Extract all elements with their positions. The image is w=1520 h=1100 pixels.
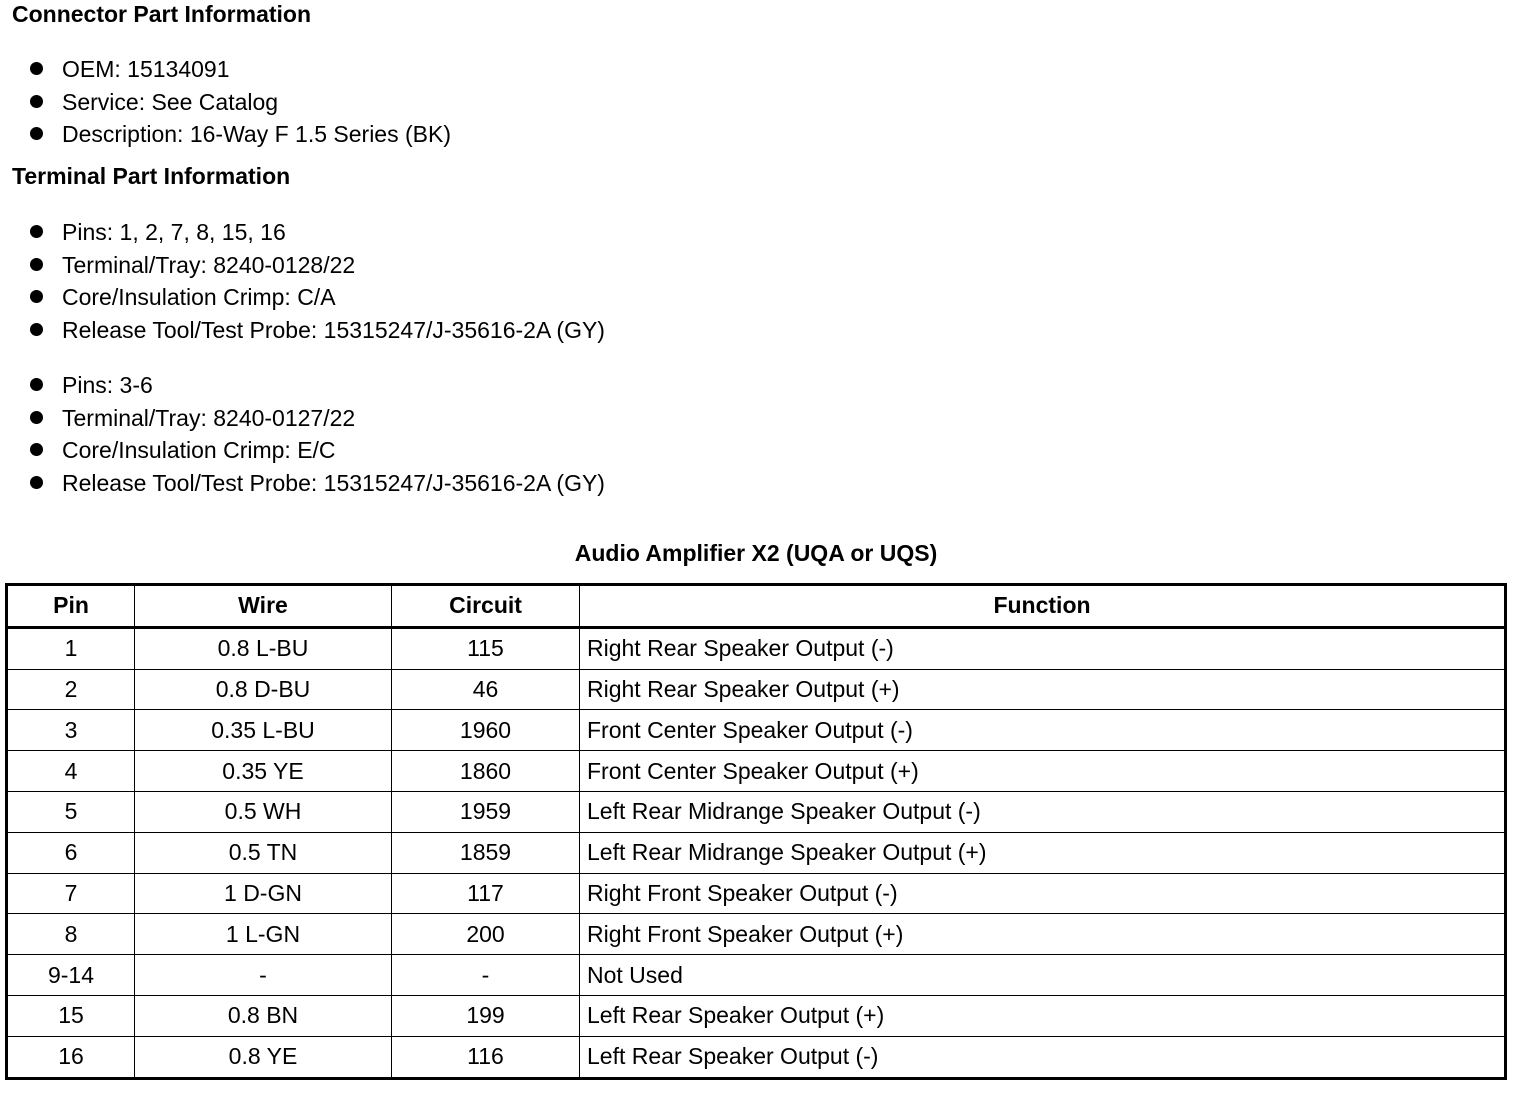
cell-circuit: 1960 (392, 710, 580, 751)
cell-wire: 1 D-GN (135, 873, 392, 914)
terminal-crimp: Core/Insulation Crimp: C/A (62, 284, 336, 311)
bullet-icon (30, 290, 43, 303)
cell-function: Front Center Speaker Output (+) (580, 751, 1506, 792)
bullet-icon (30, 258, 43, 271)
cell-function: Not Used (580, 955, 1506, 996)
cell-circuit: 1959 (392, 791, 580, 832)
connector-part-list (0, 53, 451, 151)
cell-function: Left Rear Midrange Speaker Output (+) (580, 832, 1506, 873)
table-row (7, 914, 1506, 955)
connector-service: Service: See Catalog (62, 88, 279, 115)
cell-wire: 0.8 D-BU (135, 669, 392, 710)
list-item (0, 434, 605, 467)
table-row (7, 751, 1506, 792)
cell-function: Right Rear Speaker Output (+) (580, 669, 1506, 710)
cell-circuit: 115 (392, 627, 580, 669)
cell-wire: 0.5 WH (135, 791, 392, 832)
table-header-row (7, 585, 1506, 628)
cell-function: Right Front Speaker Output (-) (580, 873, 1506, 914)
cell-circuit: 117 (392, 873, 580, 914)
table-row (7, 669, 1506, 710)
pinout-table (5, 583, 1507, 1080)
table-row (7, 1036, 1506, 1078)
table-row (7, 832, 1506, 873)
cell-wire: 1 L-GN (135, 914, 392, 955)
cell-pin: 6 (7, 832, 135, 873)
cell-pin: 3 (7, 710, 135, 751)
terminal-part-heading: Terminal Part Information (12, 163, 291, 189)
list-item (0, 314, 605, 347)
list-item (0, 86, 451, 119)
cell-pin: 9-14 (7, 955, 135, 996)
cell-pin: 16 (7, 1036, 135, 1078)
column-header-pin: Pin (7, 585, 135, 628)
table-row (7, 955, 1506, 996)
cell-wire: 0.8 BN (135, 995, 392, 1036)
list-item (0, 281, 605, 314)
cell-circuit: 1860 (392, 751, 580, 792)
cell-circuit: 116 (392, 1036, 580, 1078)
bullet-icon (30, 62, 43, 75)
cell-circuit: - (392, 955, 580, 996)
terminal-pins: Pins: 3-6 (62, 372, 153, 398)
bullet-icon (30, 378, 43, 391)
cell-circuit: 1859 (392, 832, 580, 873)
cell-pin: 5 (7, 791, 135, 832)
list-item (0, 249, 605, 282)
cell-wire: 0.8 L-BU (135, 627, 392, 669)
connector-part-heading: Connector Part Information (12, 1, 312, 27)
bullet-icon (30, 95, 43, 108)
cell-pin: 2 (7, 669, 135, 710)
bullet-icon (30, 443, 43, 456)
list-item (0, 118, 451, 151)
list-item (0, 216, 605, 249)
terminal-group-2-list (0, 369, 605, 499)
cell-circuit: 200 (392, 914, 580, 955)
cell-pin: 7 (7, 873, 135, 914)
cell-pin: 4 (7, 751, 135, 792)
list-item (0, 402, 605, 435)
list-item (0, 467, 605, 500)
terminal-pins: Pins: 1, 2, 7, 8, 15, 16 (62, 219, 286, 245)
cell-function: Front Center Speaker Output (-) (580, 710, 1506, 751)
cell-wire: 0.5 TN (135, 832, 392, 873)
bullet-icon (30, 476, 43, 489)
bullet-icon (30, 411, 43, 424)
list-item (0, 369, 605, 402)
cell-wire: - (135, 955, 392, 996)
cell-function: Right Rear Speaker Output (-) (580, 627, 1506, 669)
column-header-function: Function (580, 585, 1506, 628)
column-header-wire: Wire (135, 585, 392, 628)
list-item (0, 53, 451, 86)
connector-oem: OEM: 15134091 (62, 56, 230, 82)
terminal-release-tool: Release Tool/Test Probe: 15315247/J-35616-2A (GY) (62, 469, 605, 496)
bullet-icon (30, 127, 43, 140)
terminal-tray: Terminal/Tray: 8240-0127/22 (62, 404, 356, 431)
bullet-icon (30, 323, 43, 336)
cell-pin: 15 (7, 995, 135, 1036)
table-row (7, 710, 1506, 751)
column-header-circuit: Circuit (392, 585, 580, 628)
bullet-icon (30, 225, 43, 238)
cell-circuit: 46 (392, 669, 580, 710)
table-row (7, 791, 1506, 832)
cell-function: Left Rear Speaker Output (-) (580, 1036, 1506, 1078)
cell-wire: 0.35 YE (135, 751, 392, 792)
cell-wire: 0.8 YE (135, 1036, 392, 1078)
cell-wire: 0.35 L-BU (135, 710, 392, 751)
connector-description: Description: 16-Way F 1.5 Series (BK) (62, 121, 451, 148)
table-row (7, 627, 1506, 669)
cell-circuit: 199 (392, 995, 580, 1036)
table-title: Audio Amplifier X2 (UQA or UQS) (574, 540, 938, 566)
table-row (7, 995, 1506, 1036)
cell-pin: 8 (7, 914, 135, 955)
cell-function: Left Rear Speaker Output (+) (580, 995, 1506, 1036)
table-row (7, 873, 1506, 914)
cell-function: Right Front Speaker Output (+) (580, 914, 1506, 955)
terminal-crimp: Core/Insulation Crimp: E/C (62, 437, 336, 464)
terminal-release-tool: Release Tool/Test Probe: 15315247/J-35616-2A (GY) (62, 316, 605, 343)
cell-pin: 1 (7, 627, 135, 669)
cell-function: Left Rear Midrange Speaker Output (-) (580, 791, 1506, 832)
terminal-tray: Terminal/Tray: 8240-0128/22 (62, 251, 356, 278)
terminal-group-1-list (0, 216, 605, 346)
